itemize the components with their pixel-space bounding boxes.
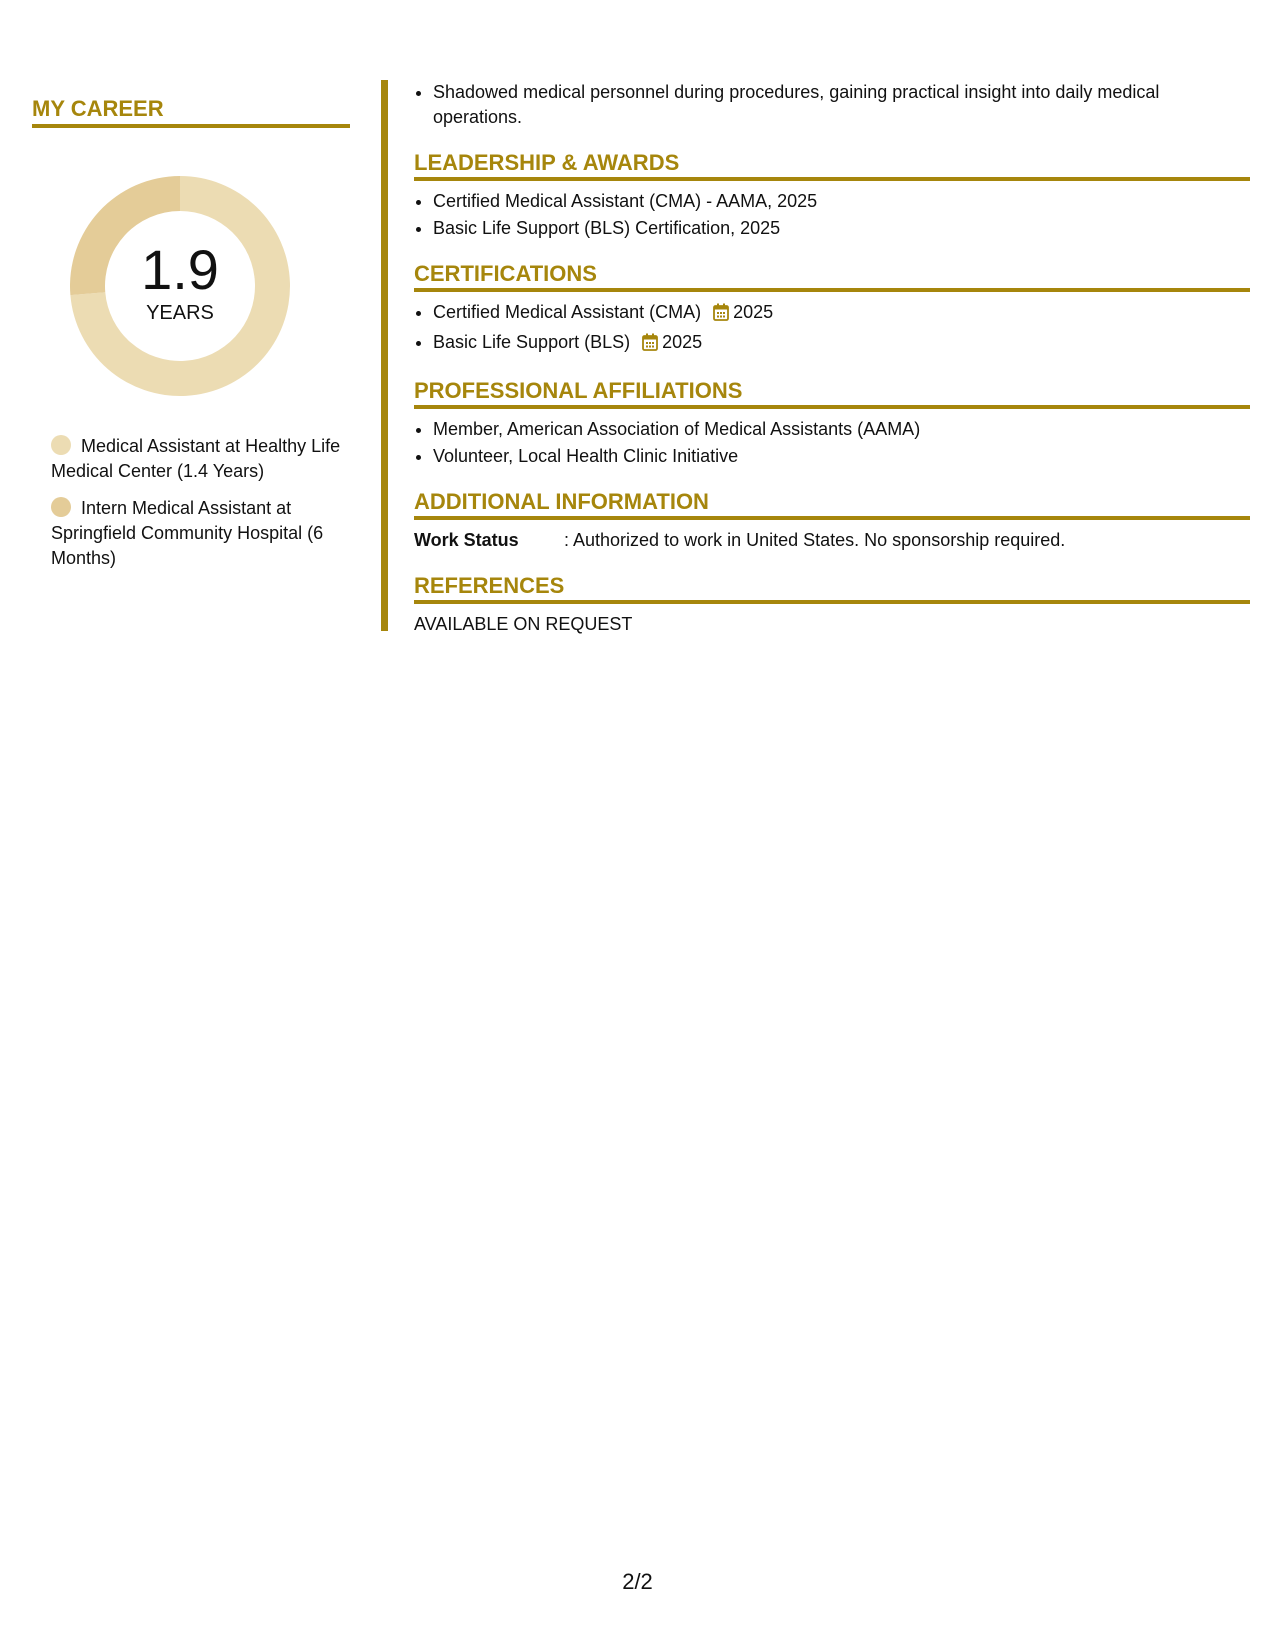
work-status-label: Work Status [414, 530, 519, 550]
total-years-value: 1.9 [141, 238, 219, 301]
column-divider [381, 80, 388, 631]
legend-dot [51, 497, 71, 517]
total-years-unit: YEARS [146, 302, 214, 324]
certification-name: Certified Medical Assistant (CMA) [433, 302, 702, 322]
legend-item [51, 496, 341, 571]
additional-info-section [414, 489, 1250, 553]
work-status-value: : Authorized to work in United States. No sponsorship required. [564, 530, 1066, 550]
experience-bullets [414, 80, 1250, 130]
leadership-list [414, 189, 1250, 241]
work-status-row [414, 528, 1250, 553]
certification-item [433, 330, 1250, 358]
list-item: • Volunteer, Local Health Clinic Initiative [433, 444, 1250, 469]
affiliations-list [414, 417, 1250, 469]
list-item: • Certified Medical Assistant (CMA) - AAMA, 2025 [433, 189, 1250, 214]
donut-center [66, 172, 294, 400]
certification-year: 2025 [662, 332, 703, 352]
calendar-icon [642, 333, 658, 358]
leadership-title: LEADERSHIP & AWARDS [414, 150, 1250, 181]
list-item: • Member, American Association of Medical Assistants (AAMA) [433, 417, 1250, 442]
certifications-section [414, 261, 1250, 358]
career-panel [32, 96, 350, 583]
certification-year: 2025 [733, 302, 774, 322]
list-item: • Basic Life Support (BLS) Certification, 2025 [433, 216, 1250, 241]
additional-info-title: ADDITIONAL INFORMATION [414, 489, 1250, 520]
legend-item [51, 434, 341, 484]
calendar-icon [713, 303, 729, 328]
certification-name: Basic Life Support (BLS) [433, 332, 631, 352]
career-title: MY CAREER [32, 96, 350, 128]
affiliations-title: PROFESSIONAL AFFILIATIONS [414, 378, 1250, 409]
certification-item [433, 300, 1250, 328]
affiliations-section [414, 378, 1250, 469]
resume-main-column [414, 80, 1250, 637]
career-donut-chart [66, 172, 294, 400]
experience-bullet: • Shadowed medical personnel during procedures, gaining practical insight into daily medical operations. [433, 80, 1250, 130]
references-title: REFERENCES [414, 573, 1250, 604]
career-legend [51, 434, 341, 571]
legend-label: Intern Medical Assistant at Springfield Community Hospital (6 Months) [51, 498, 324, 568]
certifications-title: CERTIFICATIONS [414, 261, 1250, 292]
page-number: 2/2 [622, 1569, 653, 1594]
legend-dot [51, 435, 71, 455]
leadership-section [414, 150, 1250, 241]
legend-label: Medical Assistant at Healthy Life Medical Center (1.4 Years) [51, 436, 341, 481]
references-section [414, 573, 1250, 637]
references-text: AVAILABLE ON REQUEST [414, 614, 633, 634]
certifications-list [414, 300, 1250, 358]
